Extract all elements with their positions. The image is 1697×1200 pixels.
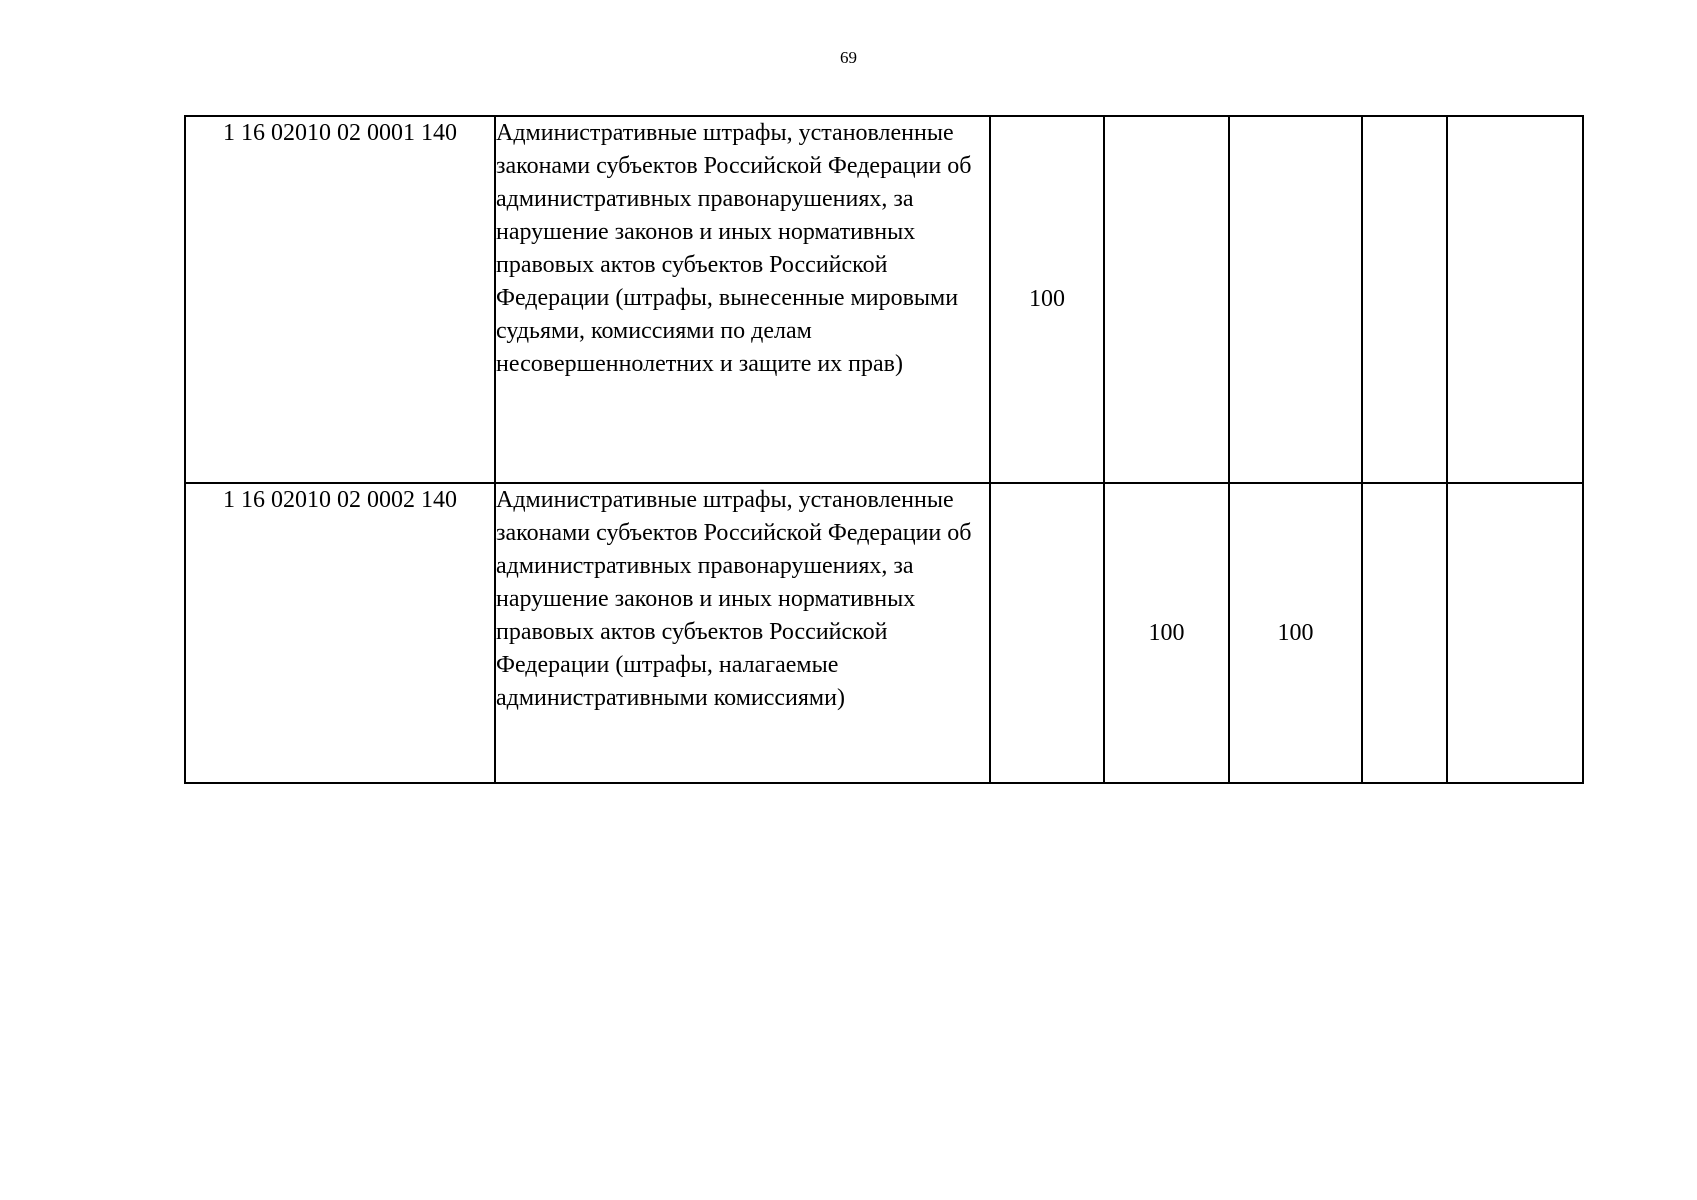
table-row (185, 483, 1583, 783)
value-cell-col3 (990, 483, 1104, 783)
value-cell-col7 (1447, 483, 1583, 783)
table-row (185, 116, 1583, 483)
value-cell-col5: 100 (1229, 483, 1362, 783)
revenue-description-cell: Административные штрафы, установленные законами субъектов Российской Федерации об административных правонарушениях, за нарушение законов и иных нормативных правовых актов субъектов Российской Федерации (штрафы, вынесенные мировыми судьями, комиссиями по делам несовершеннолетних и защите их прав) (495, 116, 990, 483)
page-number: 69 (840, 48, 857, 67)
value-cell-col4: 100 (1104, 483, 1229, 783)
revenue-description-cell: Административные штрафы, установленные законами субъектов Российской Федерации об административных правонарушениях, за нарушение законов и иных нормативных правовых актов субъектов Российской Федерации (штрафы, налагаемые административными комиссиями) (495, 483, 990, 783)
value-cell-col4 (1104, 116, 1229, 483)
budget-revenue-table (184, 115, 1584, 784)
budget-code-cell: 1 16 02010 02 0001 140 (185, 116, 495, 483)
value-cell-col3: 100 (990, 116, 1104, 483)
value-cell-col6 (1362, 483, 1447, 783)
budget-code-cell: 1 16 02010 02 0002 140 (185, 483, 495, 783)
value-cell-col6 (1362, 116, 1447, 483)
value-cell-col7 (1447, 116, 1583, 483)
value-cell-col5 (1229, 116, 1362, 483)
